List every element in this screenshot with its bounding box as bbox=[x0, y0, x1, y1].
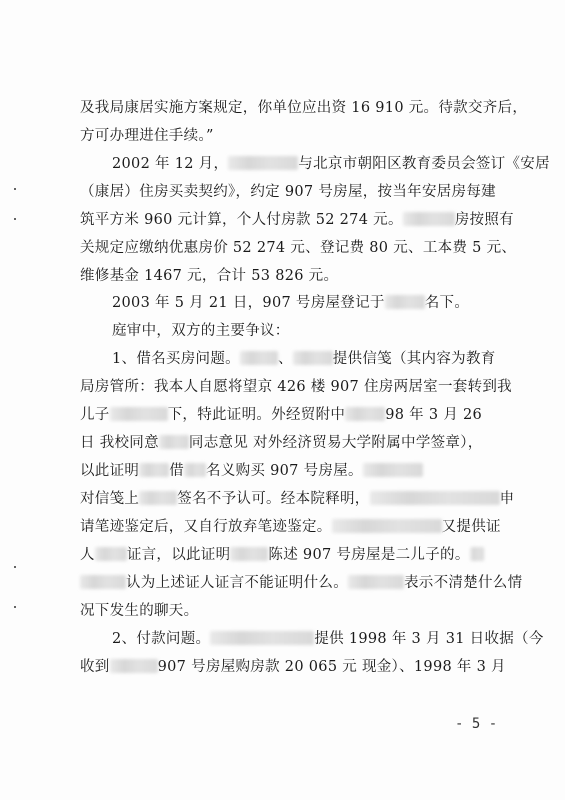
para-line-18 bbox=[80, 573, 522, 593]
redacted-name bbox=[363, 463, 423, 477]
para-line-11: 局房管所：我本人自愿将望京 426 楼 907 住房两居室一套转到我 bbox=[80, 379, 512, 395]
margin-mark bbox=[14, 606, 16, 608]
text-segment: 房按照有 bbox=[454, 212, 514, 228]
para-line-3 bbox=[112, 154, 550, 174]
para-line-6: 关规定应缴纳优惠房价 52 274 元、登记费 80 元、工本费 5 元、 bbox=[80, 240, 517, 256]
text-segment: 提供 1998 年 3 月 31 日收据（今 bbox=[314, 631, 544, 647]
para-line-2: 方可办理进住手续。” bbox=[80, 128, 214, 144]
text-segment: 名下。 bbox=[424, 295, 470, 311]
text-segment: 提供信笺（其内容为教育 bbox=[332, 351, 496, 367]
text-segment: 98 年 3 月 26 bbox=[385, 407, 483, 423]
text-segment: 人 bbox=[80, 547, 95, 563]
redacted-name bbox=[210, 631, 314, 645]
text-segment: 2、付款问题。 bbox=[112, 631, 211, 647]
para-line-1: 及我局康居实施方案规定，你单位应出资 16 910 元。待款交齐后， bbox=[80, 100, 528, 116]
para-line-8 bbox=[112, 293, 469, 313]
redacted-name bbox=[230, 547, 268, 561]
redacted-name bbox=[228, 156, 298, 170]
text-segment: 2002 年 12 月， bbox=[112, 156, 229, 172]
redacted-name bbox=[348, 575, 404, 589]
para-line-15 bbox=[80, 489, 514, 509]
para-line-12 bbox=[80, 405, 482, 425]
redacted-name bbox=[110, 407, 168, 421]
redacted-name bbox=[332, 519, 442, 533]
redacted-name bbox=[403, 212, 455, 226]
para-line-17 bbox=[80, 545, 484, 565]
margin-mark bbox=[14, 218, 16, 220]
text-segment: 表示不清楚什么情 bbox=[404, 575, 523, 591]
text-segment: 同志意见 对外经济贸易大学附属中学签章）， bbox=[188, 435, 483, 451]
redacted-name bbox=[139, 463, 169, 477]
redacted-name bbox=[110, 659, 158, 673]
text-segment: 对信笺上 bbox=[80, 491, 140, 507]
redacted-name bbox=[240, 351, 278, 365]
text-segment: 日 我校同意 bbox=[80, 435, 159, 451]
redacted-name bbox=[345, 407, 385, 421]
text-segment: 儿子 bbox=[80, 407, 110, 423]
para-line-16 bbox=[80, 517, 501, 537]
para-line-10 bbox=[112, 349, 496, 369]
text-segment: 证言，以此证明 bbox=[126, 547, 231, 563]
text-segment: 与北京市朝阳区教育委员会签订《安居 bbox=[298, 156, 550, 172]
para-line-5 bbox=[80, 210, 514, 230]
para-line-14 bbox=[80, 461, 423, 481]
redacted-name bbox=[139, 491, 177, 505]
text-segment: 名义购买 907 号房屋。 bbox=[206, 463, 363, 479]
para-line-13 bbox=[80, 433, 483, 453]
para-line-4: （康居）住房买卖契约》，约定 907 号房屋，按当年安居房每建 bbox=[80, 184, 496, 200]
text-segment: 下，特此证明。外经贸附中 bbox=[167, 407, 346, 423]
text-segment: 以此证明 bbox=[80, 463, 140, 479]
para-line-21 bbox=[80, 657, 506, 677]
redacted-name bbox=[95, 547, 127, 561]
text-segment: 907 号房屋购房款 20 065 元 现金）、1998 年 3 月 bbox=[157, 659, 506, 675]
para-line-7: 维修基金 1467 元，合计 53 826 元。 bbox=[80, 268, 339, 284]
text-segment: 又提供证 bbox=[441, 519, 501, 535]
text-segment: 筑平方米 960 元计算，个人付房款 52 274 元。 bbox=[80, 212, 403, 228]
text-segment: 陈述 907 号房屋是二儿子的。 bbox=[268, 547, 470, 563]
redacted-name bbox=[184, 463, 206, 477]
para-line-9: 庭审中，双方的主要争议： bbox=[112, 323, 290, 339]
redacted-name bbox=[159, 435, 189, 449]
text-segment: 请笔迹鉴定后，又自行放弃笔迹鉴定。 bbox=[80, 519, 332, 535]
para-line-19: 况下发生的聊天。 bbox=[80, 603, 199, 619]
text-segment: 借 bbox=[169, 463, 185, 479]
text-segment: 、 bbox=[277, 351, 293, 367]
redacted-name bbox=[80, 575, 126, 589]
text-segment: 收到 bbox=[80, 659, 110, 675]
page-number: - 5 - bbox=[455, 716, 498, 732]
text-segment: 1、借名买房问题。 bbox=[112, 351, 240, 367]
redacted-name bbox=[370, 491, 500, 505]
redacted-name bbox=[470, 547, 484, 561]
text-segment: 申 bbox=[499, 491, 515, 507]
redacted-name bbox=[293, 351, 333, 365]
redacted-name bbox=[385, 295, 425, 309]
text-segment: 签名不予认可。经本院释明， bbox=[177, 491, 370, 507]
margin-mark bbox=[14, 566, 16, 568]
text-segment: 认为上述证人证言不能证明什么。 bbox=[126, 575, 348, 591]
para-line-20 bbox=[112, 629, 544, 649]
margin-mark bbox=[14, 188, 16, 190]
text-segment: 2003 年 5 月 21 日，907 号房屋登记于 bbox=[112, 295, 385, 311]
